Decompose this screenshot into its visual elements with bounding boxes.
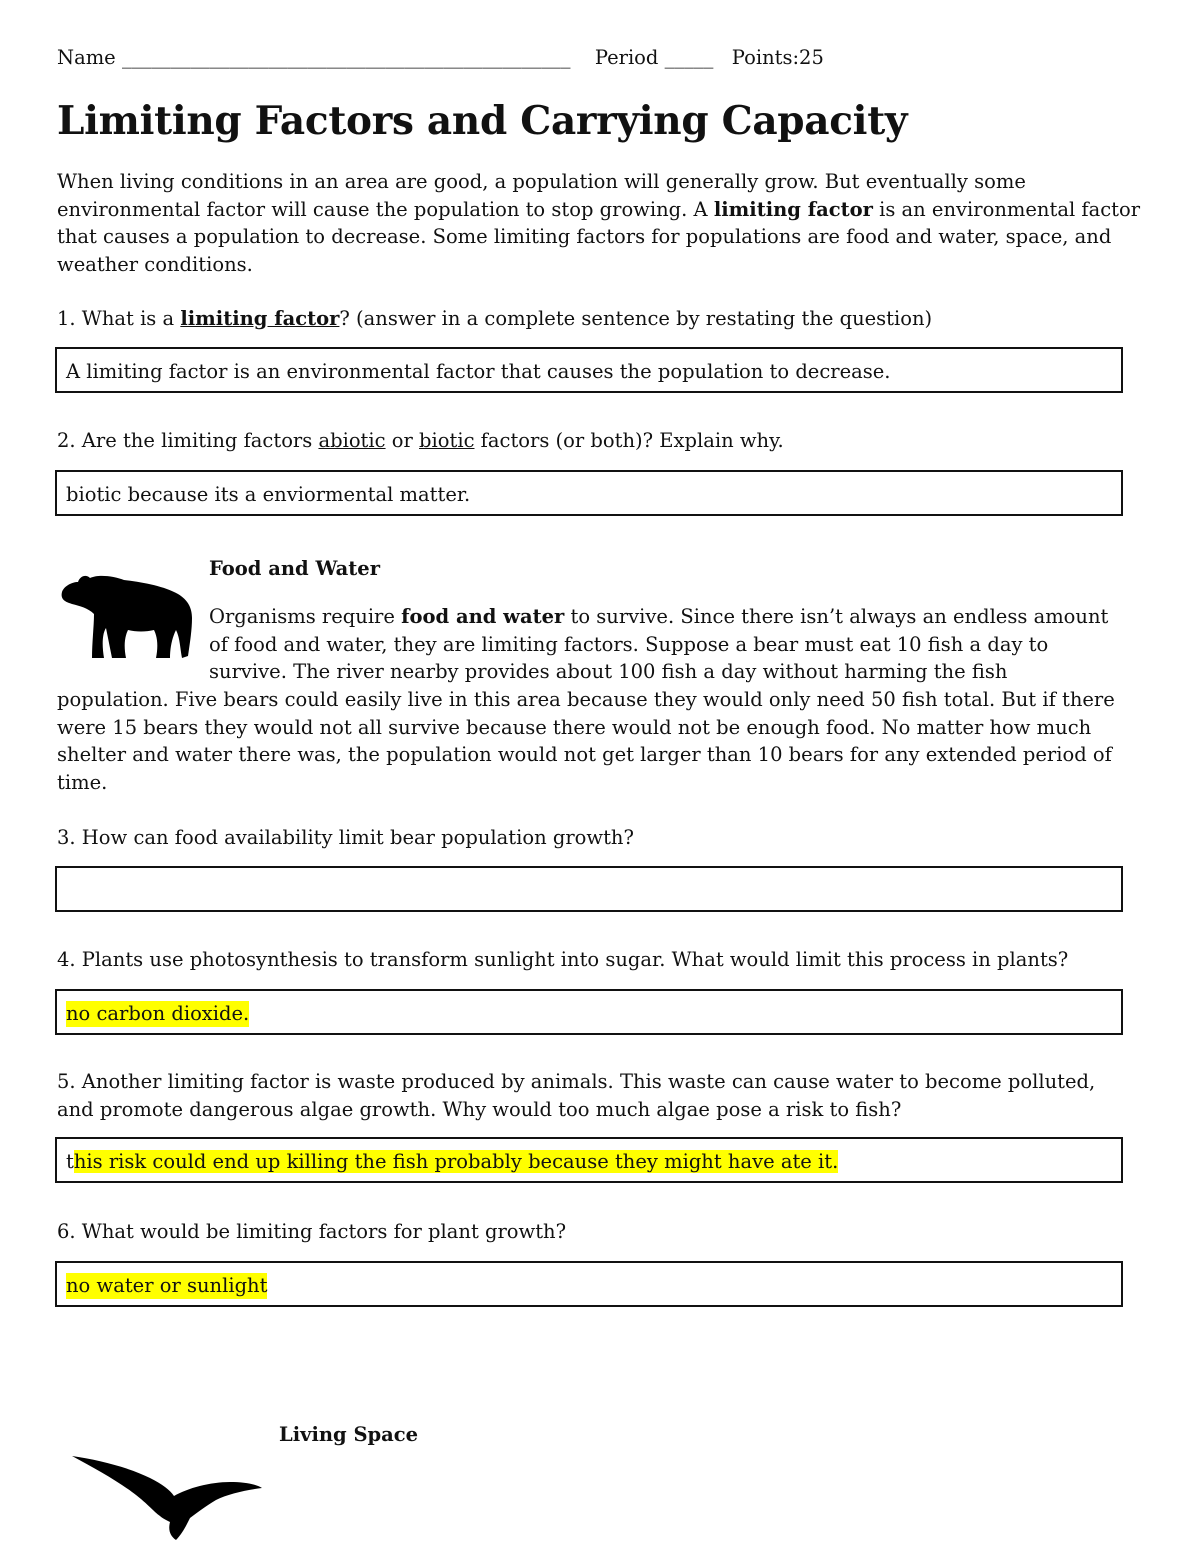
food-water-paragraph-top <box>209 603 1108 686</box>
name-blank[interactable]: ______________________________________________ <box>121 46 571 69</box>
intro-line: When living conditions in an area are good, a population will generally grow. But eventually some <box>57 170 1026 193</box>
food-water-line: time. <box>57 770 108 794</box>
answer-box-6[interactable] <box>55 1261 1123 1307</box>
answer-6-text: no water or sunlight <box>66 1274 268 1297</box>
question-1: 1. What is a limiting factor? (answer in a complete sentence by restating the question) <box>57 307 933 330</box>
answer-1-text: A limiting factor is an environmental factor that causes the population to decrease. <box>66 360 891 383</box>
question-3: 3. How can food availability limit bear population growth? <box>57 826 634 849</box>
living-space-heading: Living Space <box>279 1423 419 1446</box>
period-label: Period <box>594 46 659 69</box>
food-water-line: of food and water, they are limiting factors. Suppose a bear must eat 10 fish a day to <box>209 632 1049 656</box>
answer-box-1[interactable] <box>55 347 1123 393</box>
intro-line: weather conditions. <box>57 252 253 276</box>
intro-line: that causes a population to decrease. Some limiting factors for populations are food and water, space, and <box>57 225 1112 248</box>
answer-box-3[interactable] <box>55 866 1123 912</box>
food-water-line: were 15 bears they would not all survive because there would not be enough food. No matter how much <box>57 715 1092 739</box>
bird-icon <box>70 1450 265 1542</box>
food-water-heading: Food and Water <box>209 557 380 580</box>
biotic-term: biotic <box>419 429 475 452</box>
answer-5-text: this risk could end up killing the fish probably because they might have ate it. <box>66 1150 839 1173</box>
food-water-paragraph-bottom <box>57 686 1115 796</box>
answer-box-2[interactable] <box>55 470 1123 516</box>
question-6: 6. What would be limiting factors for plant growth? <box>57 1220 567 1243</box>
limiting-factor-term: limiting factor <box>713 197 873 221</box>
q1-term: limiting factor <box>180 307 340 330</box>
question-5-line: 5. Another limiting factor is waste produced by animals. This waste can cause water to become polluted, <box>57 1070 1096 1093</box>
question-5 <box>57 1068 1095 1123</box>
food-water-line: survive. The river nearby provides about 100 fish a day without harming the fish <box>209 660 1008 683</box>
answer-box-5[interactable] <box>55 1137 1123 1183</box>
name-label: Name <box>57 46 116 69</box>
food-water-line: population. Five bears could easily live in this area because they would only need 50 fish total. But if there <box>57 688 1115 711</box>
page-title: Limiting Factors and Carrying Capacity <box>57 98 908 144</box>
food-water-line: shelter and water there was, the population would not get larger than 10 bears for any extended period of <box>57 743 1112 766</box>
question-5-line: and promote dangerous algae growth. Why would too much algae pose a risk to fish? <box>57 1097 902 1121</box>
answer-4-text: no carbon dioxide. <box>66 1002 250 1025</box>
intro-paragraph <box>57 168 1140 278</box>
answer-2-text: biotic because its a enviormental matter. <box>66 483 471 506</box>
intro-line: environmental factor will cause the population to stop growing. A limiting factor is an environmental factor <box>57 197 1141 221</box>
question-2: 2. Are the limiting factors abiotic or biotic factors (or both)? Explain why. <box>57 429 784 452</box>
header-line <box>57 44 824 72</box>
abiotic-term: abiotic <box>318 429 386 452</box>
food-water-term: food and water <box>401 605 565 628</box>
points-label: Points:25 <box>731 46 824 69</box>
period-blank[interactable]: _____ <box>664 46 714 69</box>
question-4: 4. Plants use photosynthesis to transform sunlight into sugar. What would limit this process in plants? <box>57 948 1069 971</box>
bear-icon <box>58 572 198 664</box>
answer-box-4[interactable] <box>55 989 1123 1035</box>
food-water-line: Organisms require food and water to survive. Since there isn’t always an endless amount <box>209 605 1109 628</box>
